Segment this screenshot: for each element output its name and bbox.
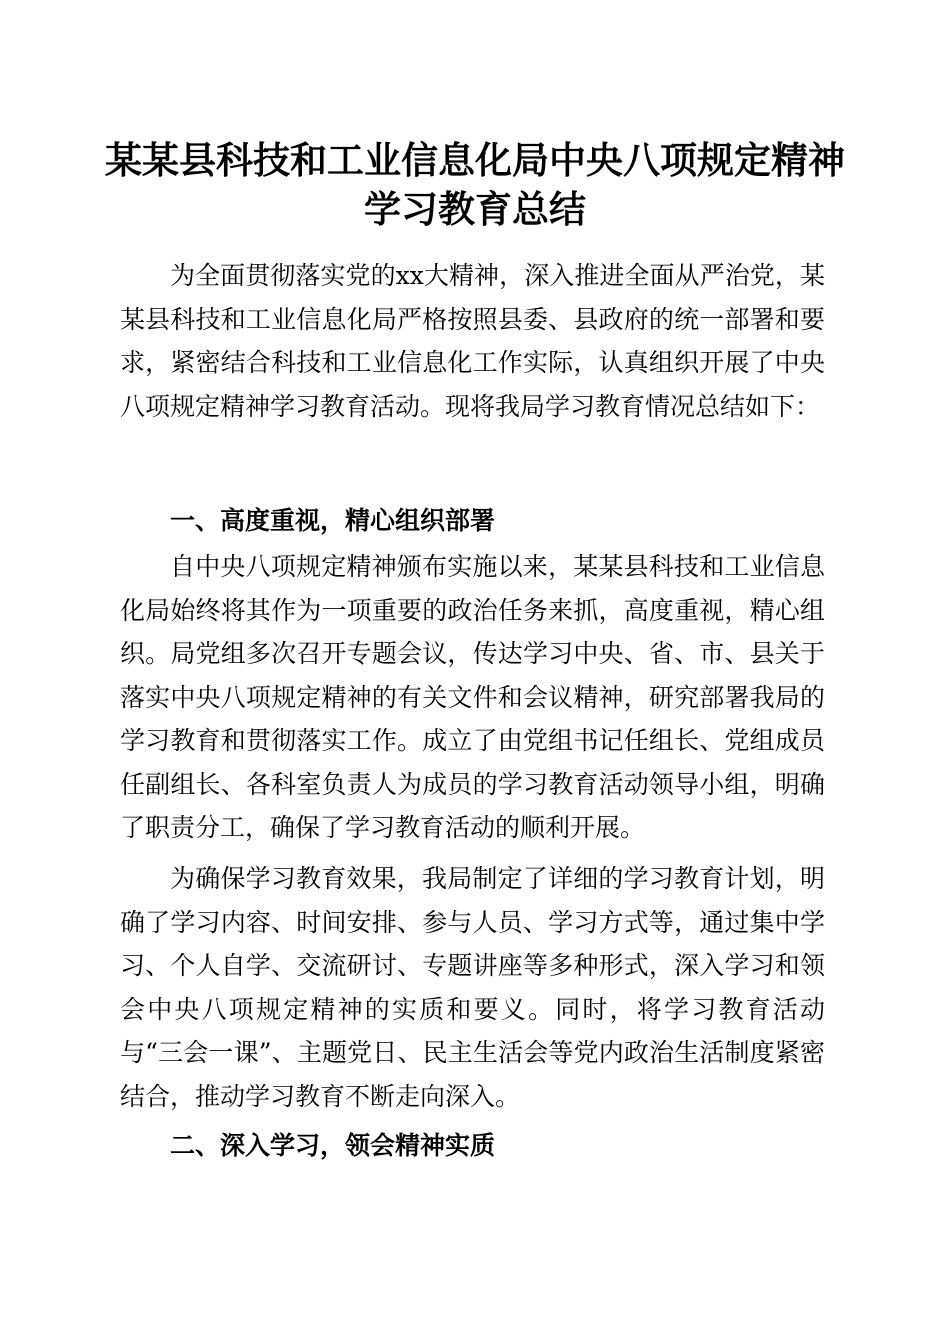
document-title-line-1: 某某县科技和工业信息化局中央八项规定精神: [105, 138, 845, 182]
section-1-paragraph-1: 自中央八项规定精神颁布实施以来，某某县科技和工业信息化局始终将其作为一项重要的政治任务来抓，高度重视，精心组织。局党组多次召开专题会议，传达学习中央、省、市、县关于落实中央八项规定精神的有关文件和会议精神，研究部署我局的学习教育和贯彻落实工作。成立了由党组书记任组长、党组成员任副组长、各科室负责人为成员的学习教育活动领导小组，明确了职责分工，确保了学习教育活动的顺利开展。: [120, 552, 825, 842]
section-1-paragraph-2: 为确保学习教育效果，我局制定了详细的学习教育计划，明确了学习内容、时间安排、参与人员、学习方式等，通过集中学习、个人自学、交流研讨、专题讲座等多种形式，深入学习和领会中央八项规定精神的实质和要义。同时，将学习教育活动与“三会一课”、主题党日、民主生活会等党内政治生活制度紧密结合，推动学习教育不断走向深入。: [120, 864, 825, 1111]
section-heading-2: 二、深入学习，领会精神实质: [170, 1131, 496, 1160]
intro-paragraph: 为全面贯彻落实党的xx大精神，深入推进全面从严治党，某某县科技和工业信息化局严格按照县委、县政府的统一部署和要求，紧密结合科技和工业信息化工作实际，认真组织开展了中央八项规定精神学习教育活动。现将我局学习教育情况总结如下：: [120, 261, 825, 421]
document-title-line-2: 学习教育总结: [364, 187, 586, 231]
section-heading-1: 一、高度重视，精心组织部署: [170, 506, 496, 535]
